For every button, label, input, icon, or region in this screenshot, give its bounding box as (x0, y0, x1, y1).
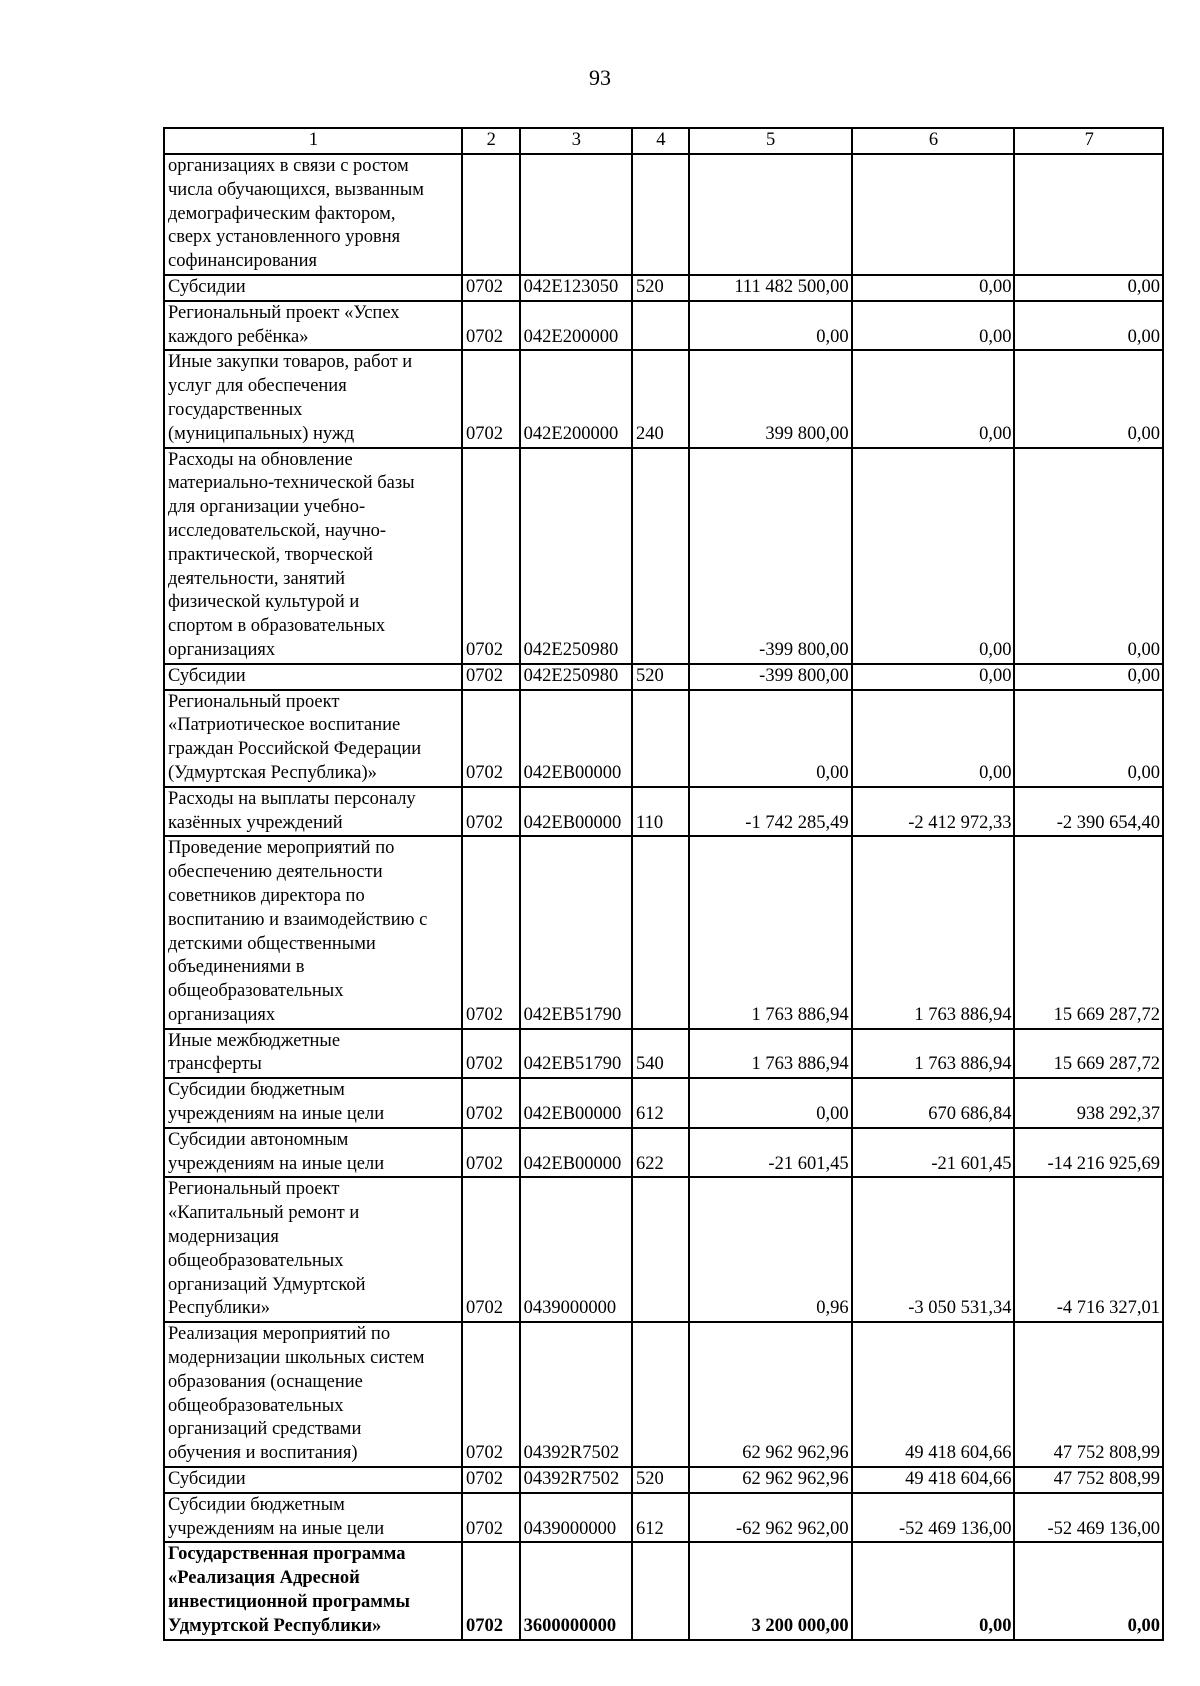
amount-col-5: -399 800,00 (689, 664, 852, 690)
target-article-code: 042EB00000 (520, 1078, 632, 1128)
line-item-name: Субсидии бюджетным учреждениям на иные цели (164, 1493, 462, 1543)
expense-type-code: 540 (632, 1029, 689, 1079)
amount-col-7: 47 752 808,99 (1014, 1322, 1163, 1467)
table-row (164, 1128, 1163, 1178)
table-row (164, 664, 1163, 690)
amount-col-5: -1 742 285,49 (689, 787, 852, 837)
target-article-code: 0439000000 (520, 1177, 632, 1322)
line-item-name: Субсидии бюджетным учреждениям на иные цели (164, 1078, 462, 1128)
amount-col-5: -399 800,00 (689, 448, 852, 664)
table-row (164, 301, 1163, 351)
table-row (164, 448, 1163, 664)
line-item-name: Субсидии (164, 1467, 462, 1493)
amount-col-6: 0,00 (852, 350, 1015, 447)
expense-type-code: 612 (632, 1493, 689, 1543)
table-row (164, 275, 1163, 301)
expense-type-code: 110 (632, 787, 689, 837)
table-row (164, 350, 1163, 447)
amount-col-6: -52 469 136,00 (852, 1493, 1015, 1543)
amount-col-7: 15 669 287,72 (1014, 836, 1163, 1028)
section-code: 0702 (462, 448, 520, 664)
target-article-code: 042EB51790 (520, 1029, 632, 1079)
section-code: 0702 (462, 1467, 520, 1493)
amount-col-7: 0,00 (1014, 301, 1163, 351)
expense-type-code (632, 1177, 689, 1322)
line-item-name: Субсидии (164, 275, 462, 301)
target-article-code: 04392R7502 (520, 1322, 632, 1467)
target-article-code: 3600000000 (520, 1542, 632, 1639)
amount-col-7: 0,00 (1014, 664, 1163, 690)
column-header: 4 (632, 128, 689, 154)
amount-col-6: 0,00 (852, 275, 1015, 301)
section-code: 0702 (462, 1128, 520, 1178)
column-header: 3 (520, 128, 632, 154)
amount-col-5 (689, 154, 852, 275)
amount-col-5: 62 962 962,96 (689, 1467, 852, 1493)
expense-type-code (632, 1322, 689, 1467)
line-item-name: Проведение мероприятий по обеспечению деятельности советников директора по воспитанию и взаимодействию с детскими общественными объединениями в общеобразовательных организациях (164, 836, 462, 1028)
amount-col-5: -62 962 962,00 (689, 1493, 852, 1543)
section-code: 0702 (462, 690, 520, 787)
section-code: 0702 (462, 1029, 520, 1079)
target-article-code: 042EB51790 (520, 836, 632, 1028)
amount-col-7: -2 390 654,40 (1014, 787, 1163, 837)
amount-col-6: 49 418 604,66 (852, 1467, 1015, 1493)
target-article-code: 0439000000 (520, 1493, 632, 1543)
amount-col-7: 0,00 (1014, 690, 1163, 787)
target-article-code: 042EB00000 (520, 787, 632, 837)
amount-col-6: 1 763 886,94 (852, 836, 1015, 1028)
table-row (164, 1542, 1163, 1639)
expense-type-code: 520 (632, 275, 689, 301)
table-row (164, 1078, 1163, 1128)
section-code (462, 154, 520, 275)
amount-col-6: 0,00 (852, 448, 1015, 664)
table-row (164, 1322, 1163, 1467)
line-item-name: Иные межбюджетные трансферты (164, 1029, 462, 1079)
header-row (164, 128, 1163, 154)
amount-col-7: 0,00 (1014, 350, 1163, 447)
line-item-name: Региональный проект «Успех каждого ребёнка» (164, 301, 462, 351)
column-header: 1 (164, 128, 462, 154)
amount-col-6 (852, 154, 1015, 275)
amount-col-7: 47 752 808,99 (1014, 1467, 1163, 1493)
section-code: 0702 (462, 350, 520, 447)
amount-col-5: 3 200 000,00 (689, 1542, 852, 1639)
amount-col-5: 0,96 (689, 1177, 852, 1322)
amount-col-5: 399 800,00 (689, 350, 852, 447)
amount-col-7: 0,00 (1014, 448, 1163, 664)
amount-col-6: 49 418 604,66 (852, 1322, 1015, 1467)
table-body (164, 154, 1163, 1640)
amount-col-6: 0,00 (852, 301, 1015, 351)
table-row (164, 1177, 1163, 1322)
amount-col-6: 0,00 (852, 664, 1015, 690)
amount-col-6: -3 050 531,34 (852, 1177, 1015, 1322)
target-article-code (520, 154, 632, 275)
line-item-name: Расходы на обновление материально-технической базы для организации учебно- исследовательской, научно- практической, творческой деятельности, занятий физической культурой и спортом в образовательных организациях (164, 448, 462, 664)
line-item-name: Региональный проект «Патриотическое воспитание граждан Российской Федерации (Удмуртская Республика)» (164, 690, 462, 787)
section-code: 0702 (462, 275, 520, 301)
column-header: 6 (852, 128, 1015, 154)
amount-col-7: -14 216 925,69 (1014, 1128, 1163, 1178)
expense-type-code (632, 448, 689, 664)
target-article-code: 042E123050 (520, 275, 632, 301)
amount-col-5: 62 962 962,96 (689, 1322, 852, 1467)
column-header: 5 (689, 128, 852, 154)
section-code: 0702 (462, 1542, 520, 1639)
amount-col-6: -21 601,45 (852, 1128, 1015, 1178)
amount-col-5: 111 482 500,00 (689, 275, 852, 301)
section-code: 0702 (462, 301, 520, 351)
section-code: 0702 (462, 1493, 520, 1543)
table-row (164, 836, 1163, 1028)
page-number: 93 (589, 65, 611, 90)
amount-col-7: 15 669 287,72 (1014, 1029, 1163, 1079)
budget-table (163, 127, 1164, 1641)
amount-col-7: 0,00 (1014, 275, 1163, 301)
expense-type-code (632, 154, 689, 275)
amount-col-7 (1014, 154, 1163, 275)
line-item-name: Субсидии (164, 664, 462, 690)
amount-col-5: 0,00 (689, 301, 852, 351)
target-article-code: 042EB00000 (520, 690, 632, 787)
section-code: 0702 (462, 1322, 520, 1467)
line-item-name: организациях в связи с ростом числа обучающихся, вызванным демографическим фактором, сверх установленного уровня софинансирования (164, 154, 462, 275)
expense-type-code: 622 (632, 1128, 689, 1178)
table-row (164, 154, 1163, 275)
amount-col-6: 1 763 886,94 (852, 1029, 1015, 1079)
amount-col-5: 0,00 (689, 1078, 852, 1128)
section-code: 0702 (462, 787, 520, 837)
amount-col-6: -2 412 972,33 (852, 787, 1015, 837)
amount-col-5: -21 601,45 (689, 1128, 852, 1178)
expense-type-code: 520 (632, 664, 689, 690)
expense-type-code: 612 (632, 1078, 689, 1128)
table-row (164, 1493, 1163, 1543)
expense-type-code (632, 301, 689, 351)
line-item-name: Государственная программа «Реализация Адресной инвестиционной программы Удмуртской Республики» (164, 1542, 462, 1639)
table-row (164, 787, 1163, 837)
column-header: 2 (462, 128, 520, 154)
target-article-code: 04392R7502 (520, 1467, 632, 1493)
table-row (164, 1029, 1163, 1079)
section-code: 0702 (462, 664, 520, 690)
amount-col-5: 1 763 886,94 (689, 836, 852, 1028)
amount-col-6: 0,00 (852, 690, 1015, 787)
target-article-code: 042E250980 (520, 664, 632, 690)
amount-col-7: -4 716 327,01 (1014, 1177, 1163, 1322)
amount-col-5: 0,00 (689, 690, 852, 787)
expense-type-code (632, 836, 689, 1028)
target-article-code: 042E200000 (520, 350, 632, 447)
section-code: 0702 (462, 1078, 520, 1128)
line-item-name: Иные закупки товаров, работ и услуг для обеспечения государственных (муниципальных) нужд (164, 350, 462, 447)
amount-col-7: -52 469 136,00 (1014, 1493, 1163, 1543)
line-item-name: Региональный проект «Капитальный ремонт и модернизация общеобразовательных организаций Удмуртской Республики» (164, 1177, 462, 1322)
expense-type-code: 520 (632, 1467, 689, 1493)
column-header: 7 (1014, 128, 1163, 154)
section-code: 0702 (462, 836, 520, 1028)
line-item-name: Субсидии автономным учреждениям на иные цели (164, 1128, 462, 1178)
amount-col-7: 938 292,37 (1014, 1078, 1163, 1128)
section-code: 0702 (462, 1177, 520, 1322)
amount-col-5: 1 763 886,94 (689, 1029, 852, 1079)
target-article-code: 042EB00000 (520, 1128, 632, 1178)
line-item-name: Расходы на выплаты персоналу казённых учреждений (164, 787, 462, 837)
amount-col-6: 0,00 (852, 1542, 1015, 1639)
line-item-name: Реализация мероприятий по модернизации школьных систем образования (оснащение общеобразовательных организаций средствами обучения и воспитания) (164, 1322, 462, 1467)
target-article-code: 042E200000 (520, 301, 632, 351)
expense-type-code (632, 1542, 689, 1639)
table-row (164, 690, 1163, 787)
table-row (164, 1467, 1163, 1493)
target-article-code: 042E250980 (520, 448, 632, 664)
expense-type-code (632, 690, 689, 787)
amount-col-6: 670 686,84 (852, 1078, 1015, 1128)
expense-type-code: 240 (632, 350, 689, 447)
amount-col-7: 0,00 (1014, 1542, 1163, 1639)
